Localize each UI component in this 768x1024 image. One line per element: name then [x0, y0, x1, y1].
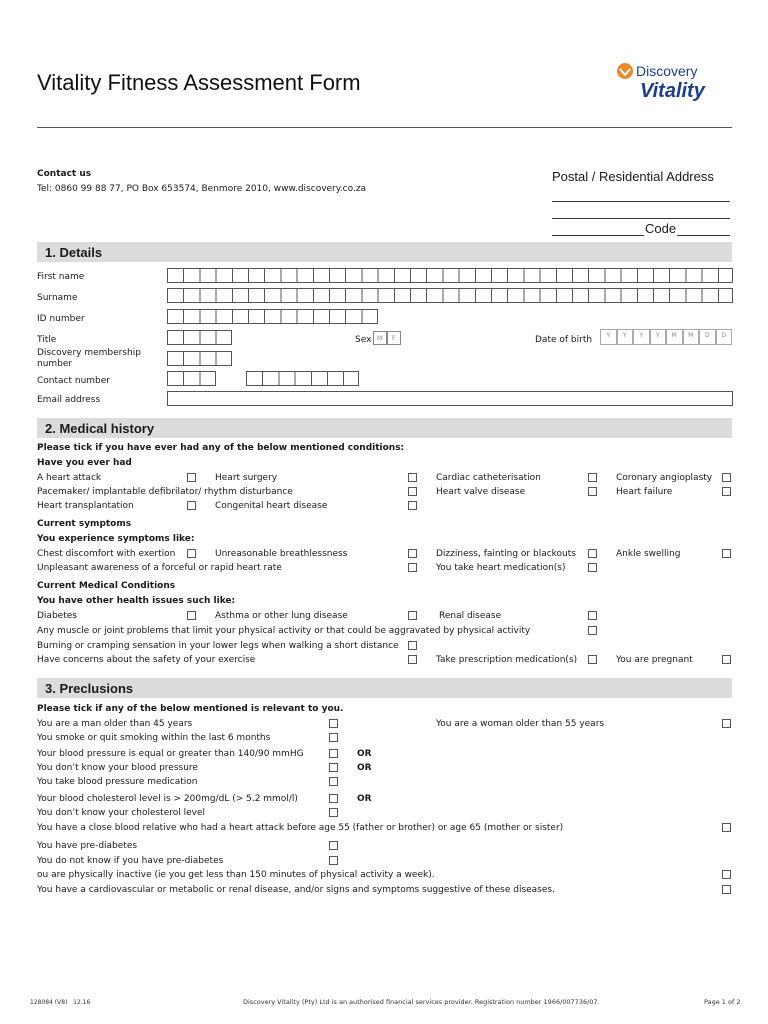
transplant-label: Heart transplantation [37, 501, 134, 511]
dob-box: M [666, 329, 683, 345]
heart-attack-label: A heart attack [37, 473, 102, 483]
dob-box: M [683, 329, 700, 345]
chest-label: Chest discomfort with exertion [37, 549, 176, 559]
id-number-label: ID number [37, 314, 85, 324]
membership-label: Discovery membership number [37, 348, 141, 369]
woman55-label: You are a woman older than 55 years [436, 719, 605, 729]
muscle-checkbox[interactable] [588, 626, 597, 635]
logo-discovery-text: Discovery [636, 63, 698, 79]
first-name-label: First name [37, 272, 85, 282]
logo-emblem-icon [616, 62, 634, 80]
unpleasant-checkbox[interactable] [408, 563, 417, 572]
surname-boxes[interactable] [167, 288, 733, 303]
experience-heading: You experience symptoms like: [37, 534, 195, 544]
section-details-header [37, 242, 732, 262]
woman55-checkbox[interactable] [722, 719, 731, 728]
contact-heading: Contact us [37, 169, 92, 179]
failure-checkbox[interactable] [722, 487, 731, 496]
pregnant-label: You are pregnant [616, 655, 693, 665]
title-boxes[interactable] [167, 330, 232, 345]
other-issues-heading: You have other health issues such like: [37, 596, 236, 606]
chol-checkbox[interactable] [329, 794, 338, 803]
footer-legal: Discovery Vitality (Pty) Ltd is an authorised financial services provider. Registration number 1966/007736/07. [243, 998, 600, 1006]
congenital-label: Congenital heart disease [215, 501, 328, 511]
prediabetes-checkbox[interactable] [329, 841, 338, 850]
man45-checkbox[interactable] [329, 719, 338, 728]
sex-m-text: M [377, 335, 383, 342]
first-name-boxes[interactable] [167, 268, 733, 283]
have-you-heading: Have you ever had [37, 458, 132, 468]
relative-label: You have a close blood relative who had a heart attack before age 55 (father or brother) or age 65 (mother or sister) [37, 823, 564, 833]
asthma-checkbox[interactable] [408, 611, 417, 620]
cardiac-cath-label: Cardiac catheterisation [436, 473, 541, 483]
ankle-checkbox[interactable] [722, 549, 731, 558]
congenital-checkbox[interactable] [408, 501, 417, 510]
ankle-label: Ankle swelling [616, 549, 681, 559]
dob-box: Y [617, 329, 634, 345]
header-rule [37, 127, 732, 128]
code-line[interactable] [677, 235, 730, 236]
preclusions-intro: Please tick if any of the below mentioned is relevant to you. [37, 704, 344, 714]
prediabetes-unknown-label: You do not know if you have pre-diabetes [37, 856, 224, 866]
address-line-1[interactable] [552, 201, 730, 202]
bp-unknown-label: You don’t know your blood pressure [37, 763, 198, 773]
heart-surgery-label: Heart surgery [215, 473, 278, 483]
inactive-checkbox[interactable] [722, 870, 731, 879]
bp-or-text: OR [357, 749, 372, 759]
bp-checkbox[interactable] [329, 749, 338, 758]
email-label: Email address [37, 395, 101, 405]
bp-med-label: You take blood pressure medication [37, 777, 198, 787]
chol-unknown-checkbox[interactable] [329, 808, 338, 817]
contact-number-boxes[interactable] [246, 371, 359, 386]
dizziness-label: Dizziness, fainting or blackouts [436, 549, 576, 559]
concerns-checkbox[interactable] [408, 655, 417, 664]
dob-box: D [699, 329, 716, 345]
renal-checkbox[interactable] [588, 611, 597, 620]
asthma-label: Asthma or other lung disease [215, 611, 348, 621]
renal-label: Renal disease [439, 611, 502, 621]
bp-unknown-checkbox[interactable] [329, 763, 338, 772]
dob-label: Date of birth [535, 335, 593, 345]
dob-box: Y [650, 329, 667, 345]
failure-label: Heart failure [616, 487, 673, 497]
prediabetes-unknown-checkbox[interactable] [329, 856, 338, 865]
chol-unknown-label: You don’t know your cholesterol level [37, 808, 206, 818]
transplant-checkbox[interactable] [187, 501, 196, 510]
muscle-label: Any muscle or joint problems that limit your physical activity or that could be aggravated by physical activity [37, 626, 531, 636]
inactive-label: ou are physically inactive (ie you get less than 150 minutes of physical activity a week). [37, 870, 435, 880]
smoke-label: You smoke or quit smoking within the last 6 months [37, 733, 271, 743]
current-conditions-heading: Current Medical Conditions [37, 581, 176, 591]
sex-f-box[interactable] [387, 331, 401, 345]
diabetes-label: Diabetes [37, 611, 77, 621]
contact-number-label: Contact number [37, 376, 111, 386]
burning-label: Burning or cramping sensation in your lower legs when walking a short distance [37, 641, 399, 651]
id-number-boxes[interactable] [167, 309, 378, 324]
membership-boxes[interactable] [167, 351, 232, 366]
bp-label: Your blood pressure is equal or greater than 140/90 mmHG [37, 749, 304, 759]
heart-surgery-checkbox[interactable] [408, 473, 417, 482]
section-preclusions-header [37, 678, 732, 698]
pregnant-checkbox[interactable] [722, 655, 731, 664]
address-line-2[interactable] [552, 218, 730, 219]
chest-checkbox[interactable] [187, 549, 196, 558]
cardio-checkbox[interactable] [722, 885, 731, 894]
title-label: Title [37, 335, 57, 345]
valve-label: Heart valve disease [436, 487, 526, 497]
pacemaker-checkbox[interactable] [408, 487, 417, 496]
sex-f-text: F [392, 335, 396, 342]
section-medical-title: 2. Medical history [45, 421, 155, 436]
breathless-label: Unreasonable breathlessness [215, 549, 348, 559]
smoke-checkbox[interactable] [329, 733, 338, 742]
dob-box: D [716, 329, 733, 345]
section-details-title: 1. Details [45, 245, 103, 260]
prediabetes-label: You have pre-diabetes [37, 841, 138, 851]
bp-unknown-or-text: OR [357, 763, 372, 773]
breathless-checkbox[interactable] [408, 549, 417, 558]
discovery-logo [614, 58, 734, 110]
coronary-label: Coronary angioplasty [616, 473, 713, 483]
coronary-checkbox[interactable] [722, 473, 731, 482]
page-title: Vitality Fitness Assessment Form [37, 70, 361, 95]
man45-label: You are a man older than 45 years [37, 719, 193, 729]
heart-med-label: You take heart medication(s) [436, 563, 566, 573]
sex-label: Sex [355, 335, 372, 345]
heart-med-checkbox[interactable] [588, 563, 597, 572]
pacemaker-label: Pacemaker/ implantable defibrilator/ rhythm disturbance [37, 487, 293, 497]
burning-checkbox[interactable] [408, 641, 417, 650]
valve-checkbox[interactable] [588, 487, 597, 496]
section-preclusions-title: 3. Preclusions [45, 681, 134, 696]
contact-number-area-boxes[interactable] [167, 371, 216, 386]
email-input[interactable] [167, 391, 733, 406]
section-medical-header [37, 418, 732, 438]
relative-checkbox[interactable] [722, 823, 731, 832]
dob-box: Y [633, 329, 650, 345]
diabetes-checkbox[interactable] [187, 611, 196, 620]
bp-med-checkbox[interactable] [329, 777, 338, 786]
footer-code: 128084 (V8) 12.16 [30, 999, 91, 1006]
address-line-3[interactable] [552, 235, 644, 236]
cardio-label: You have a cardiovascular or metabolic or renal disease, and/or signs and symptoms suggestive of these diseases. [37, 885, 555, 895]
dizziness-checkbox[interactable] [588, 549, 597, 558]
dob-boxes[interactable] [600, 329, 732, 345]
logo-vitality-text: Vitality [640, 80, 705, 102]
concerns-label: Have concerns about the safety of your exercise [37, 655, 256, 665]
heart-attack-checkbox[interactable] [187, 473, 196, 482]
chol-or-text: OR [357, 794, 372, 804]
prescription-label: Take prescription medication(s) [436, 655, 578, 665]
medical-intro: Please tick if you have ever had any of the below mentioned conditions: [37, 443, 405, 453]
address-label: Postal / Residential Address [552, 169, 714, 184]
surname-label: Surname [37, 293, 78, 303]
dob-box: Y [600, 329, 617, 345]
code-label: Code [645, 221, 677, 236]
current-symptoms-heading: Current symptoms [37, 519, 132, 529]
contact-text: Tel: 0860 99 88 77, PO Box 653574, Benmore 2010, www.discovery.co.za [37, 184, 367, 194]
prescription-checkbox[interactable] [588, 655, 597, 664]
cardiac-cath-checkbox[interactable] [588, 473, 597, 482]
sex-m-box[interactable] [373, 331, 387, 345]
footer-page: Page 1 of 2 [704, 998, 741, 1006]
unpleasant-label: Unpleasant awareness of a forceful or rapid heart rate [37, 563, 282, 573]
chol-label: Your blood cholesterol level is > 200mg/dL (> 5.2 mmol/l) [37, 794, 298, 804]
